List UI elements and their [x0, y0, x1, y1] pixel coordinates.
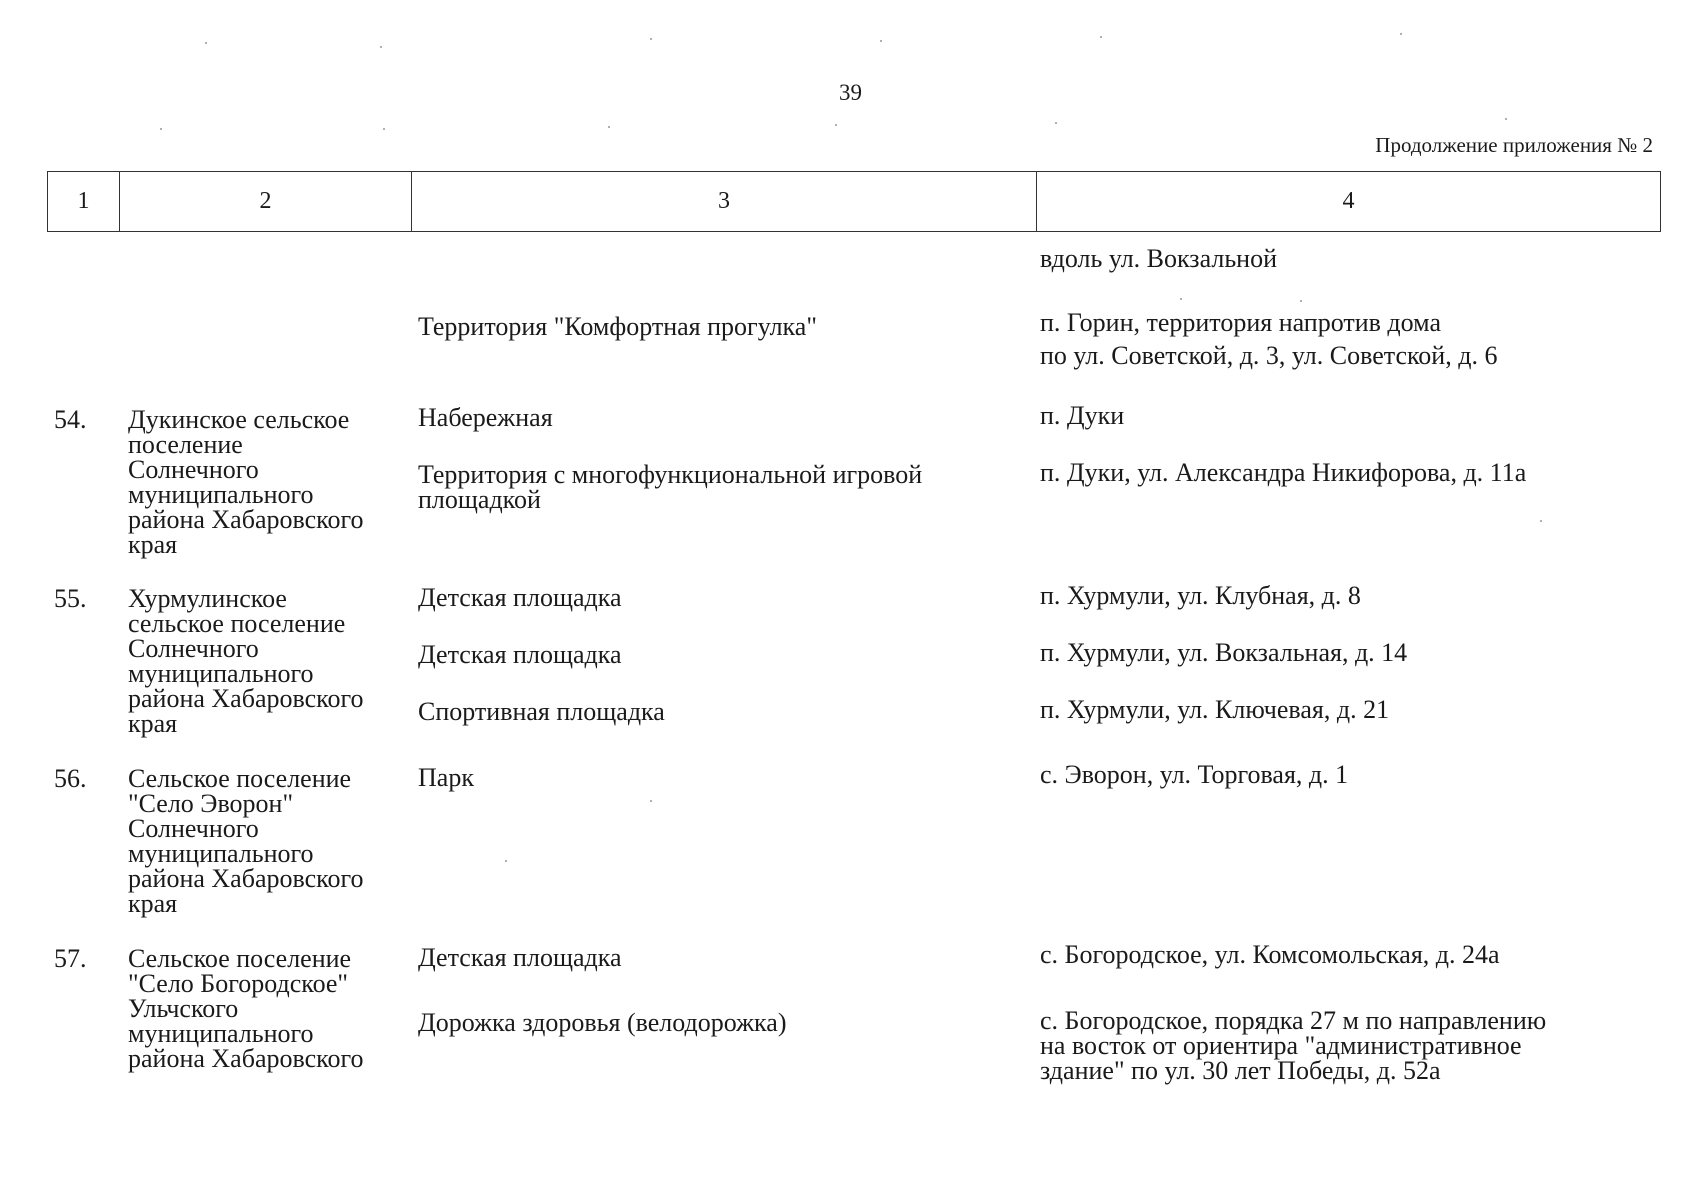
scan-speckle	[650, 38, 652, 40]
settlement-name: Дукинское сельское поселение Солнечного муниципального района Хабаровского края	[128, 405, 364, 559]
row-number: 55.	[54, 584, 87, 613]
object-name: Спортивная площадка	[418, 697, 665, 726]
settlement-name: Сельское поселение "Село Эворон" Солнечного муниципального района Хабаровского края	[128, 764, 364, 918]
address-text: с. Эворон, ул. Торговая, д. 1	[1040, 760, 1349, 789]
object-name: Детская площадка	[418, 583, 622, 612]
address-text: с. Богородское, ул. Комсомольская, д. 24а	[1040, 940, 1500, 969]
settlement-name: Хурмулинское сельское поселение Солнечного муниципального района Хабаровского края	[128, 584, 364, 738]
header-col-3: 3	[412, 172, 1037, 231]
row-number: 54.	[54, 405, 87, 434]
scan-speckle	[1300, 300, 1302, 302]
scan-speckle	[835, 124, 837, 126]
address-text: п. Хурмули, ул. Клубная, д. 8	[1040, 581, 1361, 610]
scan-speckle	[1540, 520, 1542, 522]
scan-speckle	[383, 128, 385, 130]
address-text: п. Дуки	[1040, 401, 1125, 430]
object-name: Территория с многофункциональной игровой площадкой	[418, 460, 923, 514]
object-name: Дорожка здоровья (велодорожка)	[418, 1008, 787, 1037]
scan-speckle	[608, 126, 610, 128]
object-name: Парк	[418, 763, 474, 792]
object-name: Территория "Комфортная прогулка"	[418, 312, 817, 341]
row-number: 56.	[54, 764, 87, 793]
table-header	[47, 171, 1661, 232]
continuation-label: Продолжение приложения № 2	[1375, 133, 1653, 157]
scan-speckle	[880, 40, 882, 42]
header-col-1: 1	[48, 172, 120, 231]
scan-speckle	[505, 860, 507, 862]
scan-speckle	[1505, 118, 1507, 120]
address-text: вдоль ул. Вокзальной	[1040, 244, 1278, 273]
settlement-name: Сельское поселение "Село Богородское" Ульчского муниципального района Хабаровского	[128, 944, 364, 1073]
scan-speckle	[205, 42, 207, 44]
header-col-2: 2	[120, 172, 412, 231]
scan-speckle	[650, 800, 652, 802]
scan-speckle	[160, 128, 162, 130]
scan-speckle	[1100, 36, 1102, 38]
object-name: Набережная	[418, 403, 553, 432]
page-number: 39	[839, 80, 862, 105]
address-text: п. Горин, территория напротив дома по ул. Советской, д. 3, ул. Советской, д. 6	[1040, 308, 1498, 370]
address-text: п. Хурмули, ул. Вокзальная, д. 14	[1040, 638, 1408, 667]
scan-speckle	[380, 46, 382, 48]
scan-speckle	[1400, 33, 1402, 35]
row-number: 57.	[54, 944, 87, 973]
address-text: п. Дуки, ул. Александра Никифорова, д. 11а	[1040, 458, 1527, 487]
address-text: п. Хурмули, ул. Ключевая, д. 21	[1040, 695, 1390, 724]
scan-speckle	[1055, 122, 1057, 124]
header-col-4: 4	[1342, 188, 1355, 214]
scan-speckle	[1180, 298, 1182, 300]
object-name: Детская площадка	[418, 640, 622, 669]
object-name: Детская площадка	[418, 943, 622, 972]
address-text: с. Богородское, порядка 27 м по направлению на восток от ориентира "административное здание" по ул. 30 лет Победы, д. 52а	[1040, 1006, 1547, 1085]
